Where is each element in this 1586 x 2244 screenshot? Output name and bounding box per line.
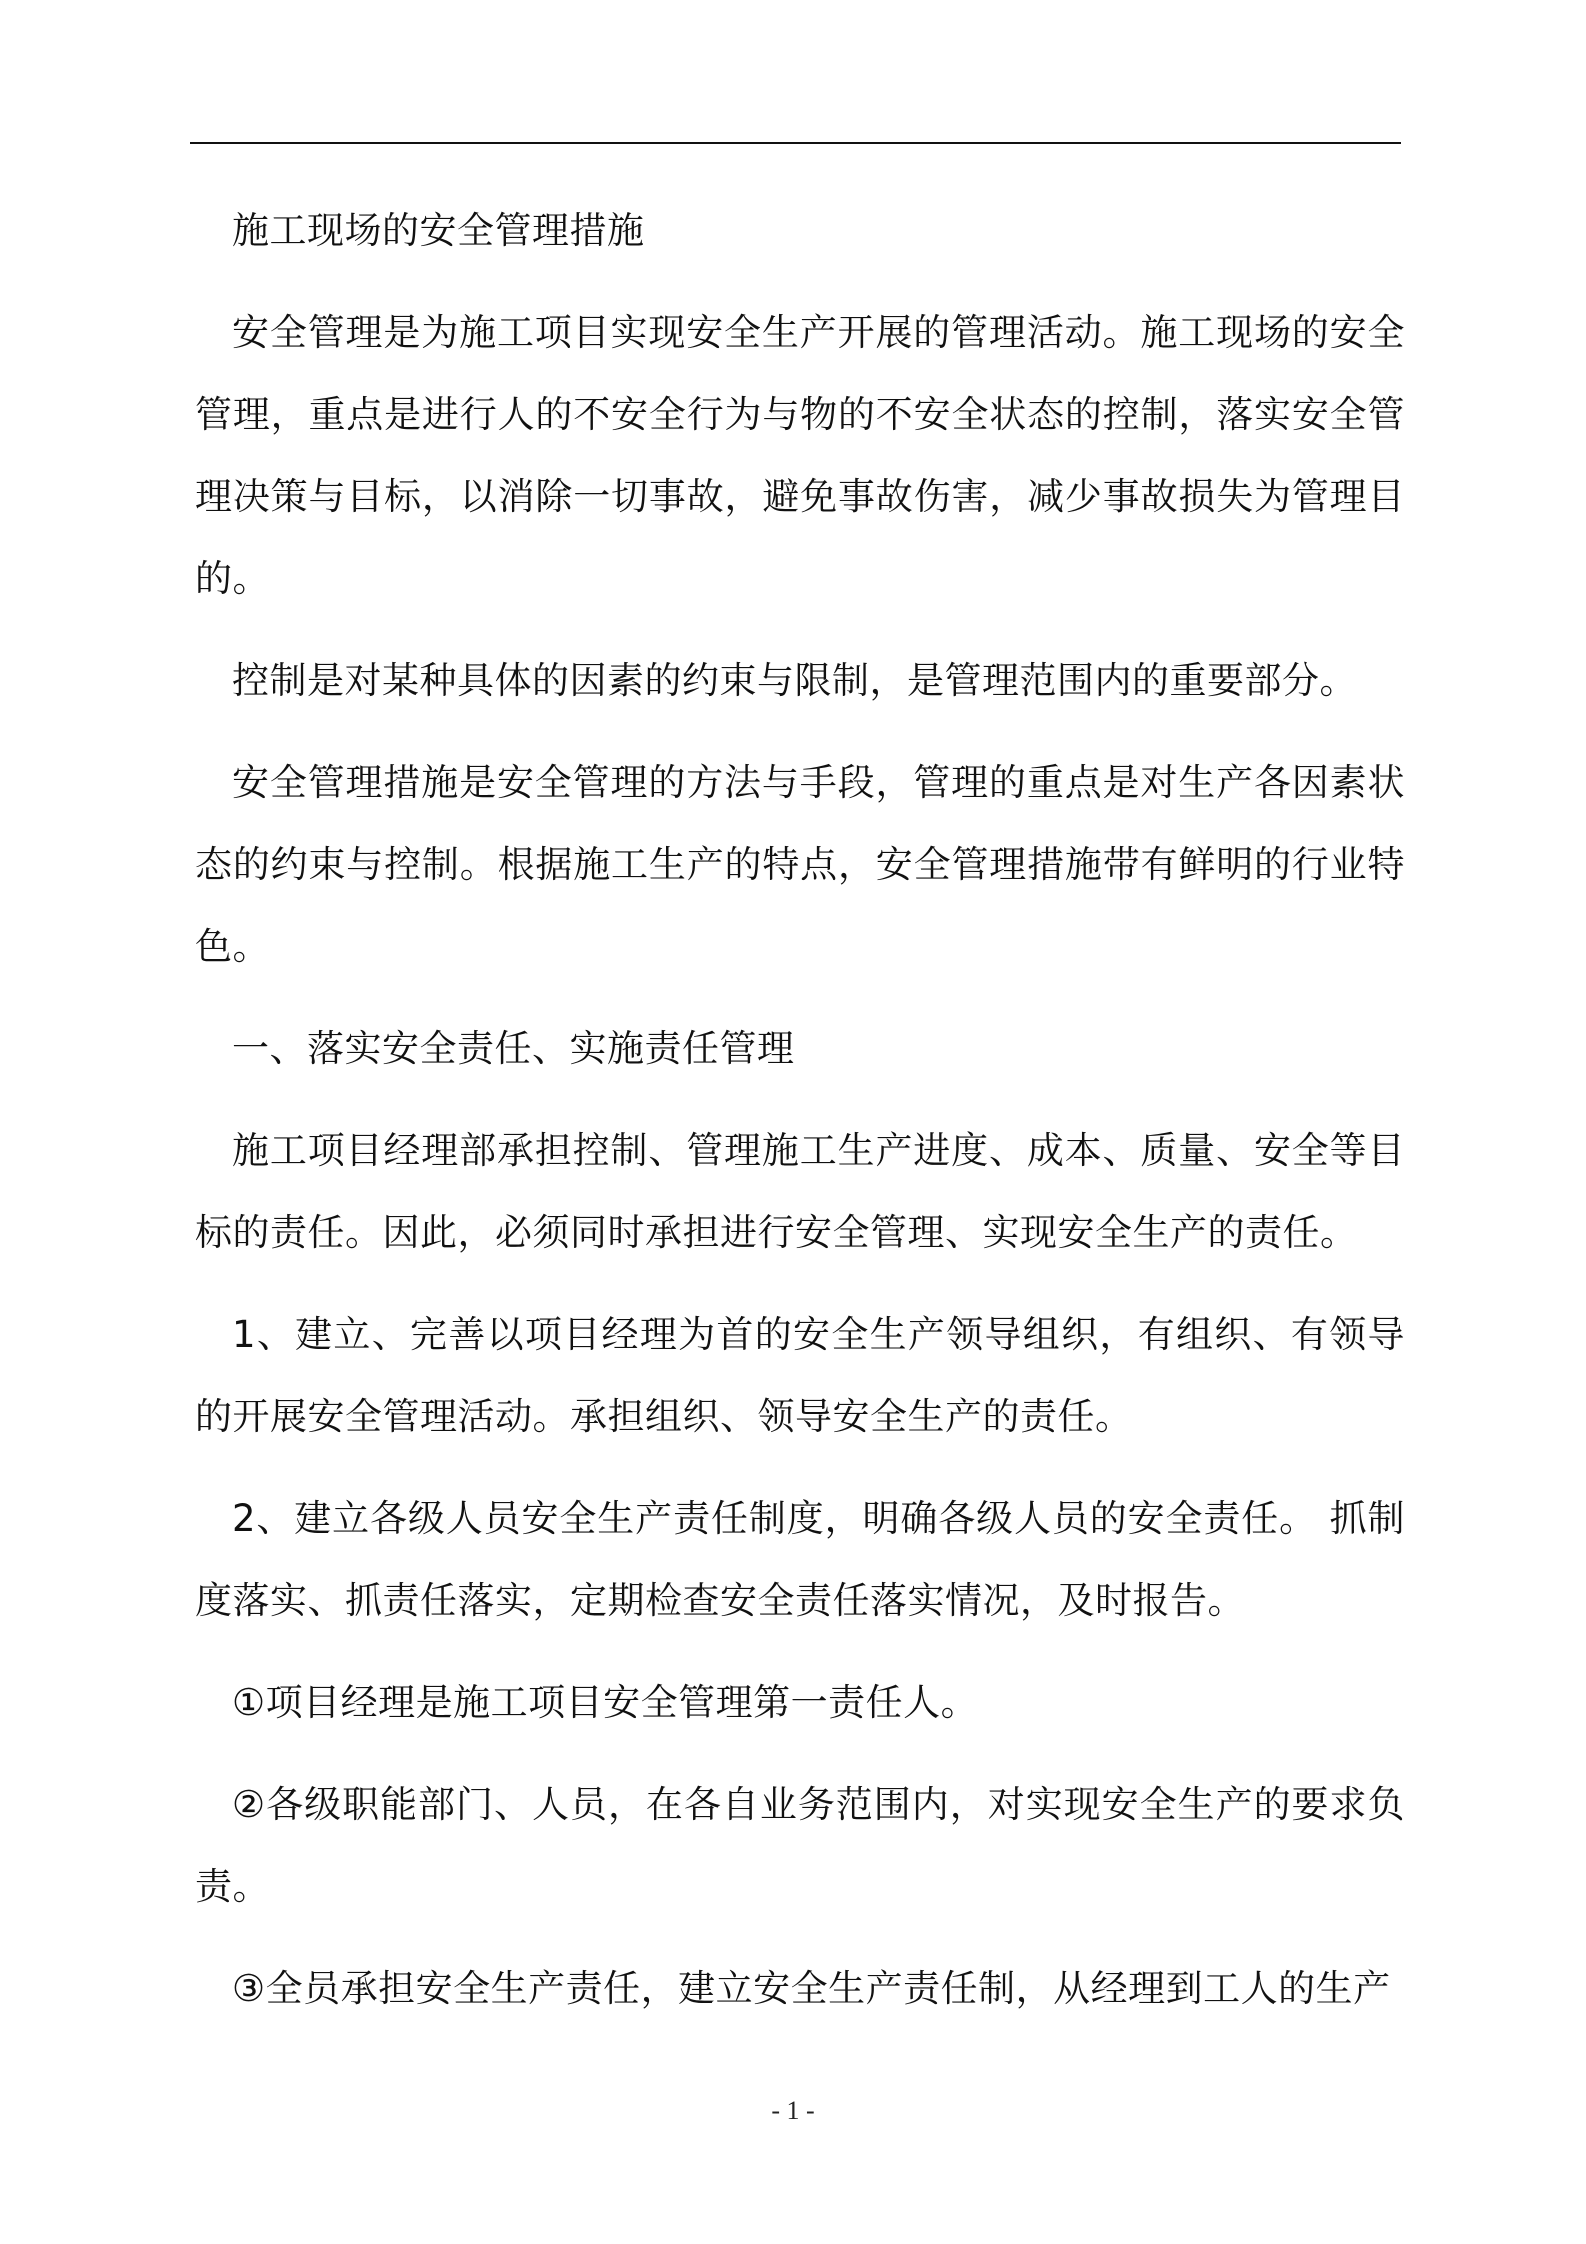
sub-list-item: ③全员承担安全生产责任，建立安全生产责任制，从经理到工人的生产	[232, 1967, 1391, 2010]
document-title: 施工现场的安全管理措施	[232, 209, 645, 252]
document-body	[195, 190, 1405, 2030]
list-item: 2、建立各级人员安全生产责任制度，明确各级人员的安全责任。 抓制度落实、抓责任落实，定期检查安全责任落实情况，及时报告。	[195, 1497, 1405, 1622]
header-rule	[190, 142, 1401, 144]
paragraph: 控制是对某种具体的因素的约束与限制，是管理范围内的重要部分。	[232, 659, 1357, 702]
paragraph: 安全管理是为施工项目实现安全生产开展的管理活动。施工现场的安全管理，重点是进行人的不安全行为与物的不安全状态的控制，落实安全管理决策与目标，以消除一切事故，避免事故伤害，减少事故损失为管理目的。	[195, 311, 1405, 600]
paragraph: 安全管理措施是安全管理的方法与手段，管理的重点是对生产各因素状态的约束与控制。根据施工生产的特点，安全管理措施带有鲜明的行业特色。	[195, 761, 1405, 968]
list-item: 1、建立、完善以项目经理为首的安全生产领导组织，有组织、有领导的开展安全管理活动。承担组织、领导安全生产的责任。	[195, 1313, 1405, 1438]
sub-list-item: ②各级职能部门、人员，在各自业务范围内，对实现安全生产的要求负责。	[195, 1783, 1405, 1908]
section-heading: 一、落实安全责任、实施责任管理	[232, 1027, 795, 1070]
paragraph: 施工项目经理部承担控制、管理施工生产进度、成本、质量、安全等目标的责任。因此，必须同时承担进行安全管理、实现安全生产的责任。	[195, 1129, 1405, 1254]
sub-list-item: ①项目经理是施工项目安全管理第一责任人。	[232, 1681, 979, 1724]
page-number: - 1 -	[771, 2096, 815, 2125]
